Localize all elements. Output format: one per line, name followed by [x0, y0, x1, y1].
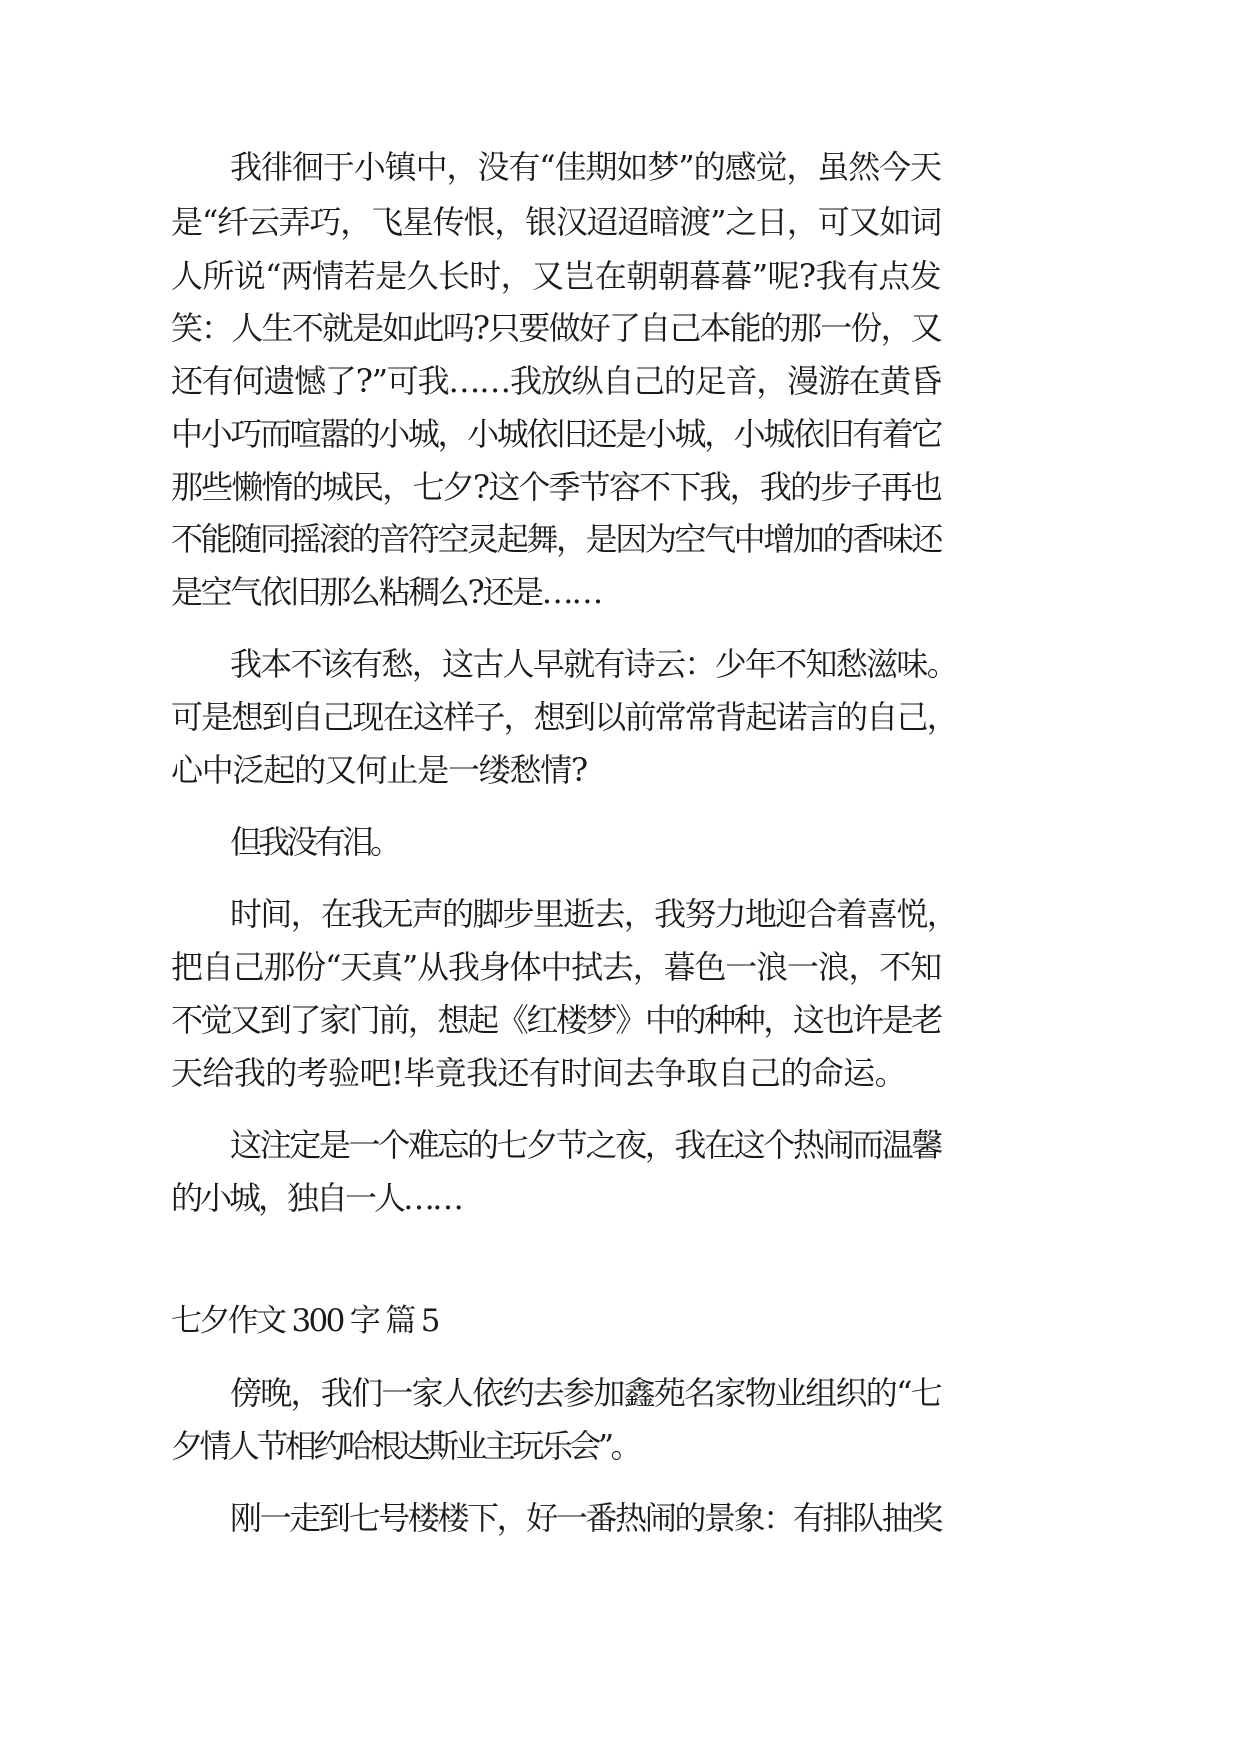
paragraph-line — [0, 687, 1241, 747]
paragraph-line — [0, 740, 1241, 800]
paragraph-line — [0, 246, 1241, 306]
paragraph-line — [0, 192, 1241, 252]
line-text: 中小巧而喧嚣的小城，小城依旧还是小城，小城依旧有着它 — [171, 415, 941, 453]
paragraph-line — [0, 351, 1241, 411]
section-heading — [0, 1291, 1241, 1351]
paragraph-line — [0, 298, 1241, 358]
paragraph-line — [0, 1168, 1241, 1228]
line-text: 人所说“两情若是久长时，又岂在朝朝暮暮”呢?我有点发 — [171, 257, 941, 295]
paragraph-line — [0, 509, 1241, 569]
paragraph-line — [0, 457, 1241, 517]
paragraph-line — [0, 1115, 1241, 1175]
line-text: 可是想到自己现在这样子，想到以前常常背起诺言的自己， — [171, 698, 957, 736]
line-text: 不觉又到了家门前，想起《红楼梦》中的种种，这也许是老 — [171, 1001, 941, 1039]
paragraph-line — [0, 1488, 1241, 1548]
section-heading-text: 七夕作文 300 字 篇 5 — [171, 1303, 438, 1339]
paragraph-line — [0, 137, 1241, 197]
paragraph-line — [0, 937, 1241, 997]
paragraph-line — [0, 812, 1241, 872]
line-text: 是“纤云弄巧，飞星传恨，银汉迢迢暗渡”之日，可又如词 — [171, 203, 941, 241]
paragraph-line — [0, 1416, 1241, 1476]
paragraph-line — [0, 404, 1241, 464]
line-text: 把自己那份“天真”从我身体中拭去，暮色一浪一浪，不知 — [171, 948, 941, 986]
line-text: 但我没有泪。 — [230, 823, 398, 861]
paragraph-line — [0, 990, 1241, 1050]
line-text: 夕情人节相约哈根达斯业主玩乐会”。 — [171, 1427, 639, 1465]
paragraph-line — [0, 1363, 1241, 1423]
line-text: 刚一走到七号楼楼下，好一番热闹的景象：有排队抽奖 — [230, 1499, 941, 1537]
line-text: 我本不该有愁，这古人早就有诗云：少年不知愁滋味。 — [230, 645, 957, 683]
line-text: 的小城，独自一人…… — [171, 1179, 461, 1217]
paragraph-line — [0, 884, 1241, 944]
line-text: 这注定是一个难忘的七夕节之夜，我在这个热闹而温馨 — [230, 1126, 941, 1164]
line-text: 不能随同摇滚的音符空灵起舞，是因为空气中增加的香味还 — [171, 520, 941, 558]
paragraph-line — [0, 562, 1241, 622]
line-text: 是空气依旧那么粘稠么?还是…… — [171, 573, 601, 611]
line-text: 还有何遗憾了?”可我……我放纵自己的足音，漫游在黄昏 — [171, 362, 941, 400]
line-text: 我徘徊于小镇中，没有“佳期如梦”的感觉，虽然今天 — [230, 148, 941, 186]
paragraph-line — [0, 634, 1241, 694]
paragraph-line — [0, 1043, 1241, 1103]
line-text: 那些懒惰的城民，七夕?这个季节容不下我，我的步子再也 — [171, 468, 941, 506]
line-text: 天给我的考验吧!毕竟我还有时间去争取自己的命运。 — [171, 1054, 906, 1092]
line-text: 时间，在我无声的脚步里逝去，我努力地迎合着喜悦， — [230, 895, 957, 933]
line-text: 傍晚，我们一家人依约去参加鑫苑名家物业组织的“七 — [230, 1374, 941, 1412]
line-text: 心中泛起的又何止是一缕愁情? — [171, 751, 587, 789]
line-text: 笑：人生不就是如此吗?只要做好了自己本能的那一份，又 — [171, 309, 941, 347]
